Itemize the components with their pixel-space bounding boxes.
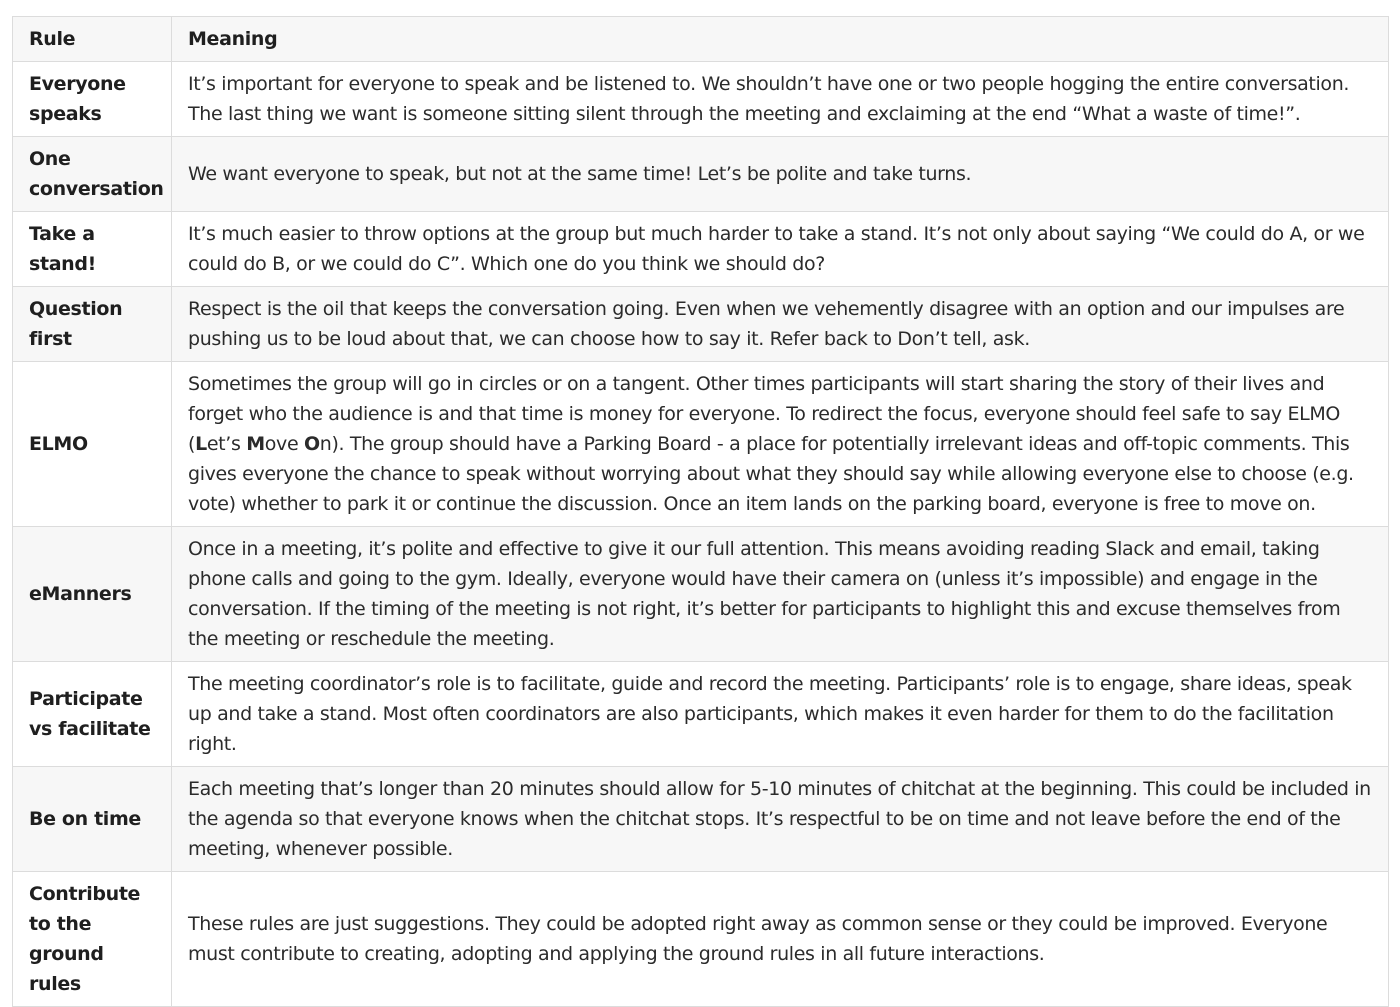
table-row [13,872,1389,1007]
meaning-cell: It’s important for everyone to speak and be listened to. We shouldn’t have one or two people hogging the entire conversation. The last thing we want is someone sitting silent through the meeting and exclaiming at the end “What a waste of time!”. [172,62,1389,137]
table-row [13,137,1389,212]
meaning-text: et’s [206,433,247,455]
meaning-cell: The meeting coordinator’s role is to facilitate, guide and record the meeting. Participants’ role is to engage, share ideas, speak up and take a stand. Most often coordinators are also participants, which makes it even harder for them to do the facilitation right. [172,662,1389,767]
rule-cell: Be on time [13,767,172,872]
rule-cell: Question first [13,287,172,362]
meaning-cell: Once in a meeting, it’s polite and effective to give it our full attention. This means avoiding reading Slack and email, taking phone calls and going to the gym. Ideally, everyone would have their camera on (unless it’s impossible) and engage in the conversation. If the timing of the meeting is not right, it’s better for participants to highlight this and excuse themselves from the meeting or reschedule the meeting. [172,527,1389,662]
meaning-text: ove [264,433,304,455]
rule-cell: eManners [13,527,172,662]
rule-cell: Contribute to the ground rules [13,872,172,1007]
rule-cell: Everyone speaks [13,62,172,137]
rule-cell: Participate vs facilitate [13,662,172,767]
acronym-letter-o: O [303,433,320,455]
meaning-text: Sometimes the group will go in circles or on a tangent. Other times participants will start sharing the story of their lives and forget who the audience is and that time is money for everyone. To redirect the focus, everyone should feel safe to say ELMO ( [188,373,1341,455]
meaning-cell [172,362,1389,527]
meaning-cell: These rules are just suggestions. They could be adopted right away as common sense or they could be improved. Everyone must contribute to creating, adopting and applying the ground rules in all future interactions. [172,872,1389,1007]
table-row [13,767,1389,872]
table-row [13,287,1389,362]
rule-cell: ELMO [13,362,172,527]
table-row [13,662,1389,767]
meaning-cell: It’s much easier to throw options at the group but much harder to take a stand. It’s not only about saying “We could do A, or we could do B, or we could do C”. Which one do you think we should do? [172,212,1389,287]
table-row [13,527,1389,662]
meaning-text: n). The group should have a Parking Board - a place for potentially irrelevant ideas and off-topic comments. This gives everyone the chance to speak without worrying about what they should say while allowing everyone else to choose (e.g. vote) whether to park it or continue the discussion. Once an item lands on the parking board, everyone is free to move on. [188,433,1354,515]
rule-cell: One conversation [13,137,172,212]
column-header-meaning: Meaning [172,17,1389,62]
meaning-cell: Respect is the oil that keeps the conversation going. Even when we vehemently disagree with an option and our impulses are pushing us to be loud about that, we can choose how to say it. Refer back to Don’t tell, ask. [172,287,1389,362]
acronym-letter-l: L [195,433,207,455]
acronym-letter-m: M [246,433,265,455]
table-row [13,62,1389,137]
table-row [13,362,1389,527]
ground-rules-table [12,16,1389,1007]
rule-cell: Take a stand! [13,212,172,287]
table-header-row [13,17,1389,62]
table-row [13,212,1389,287]
meaning-cell: Each meeting that’s longer than 20 minutes should allow for 5-10 minutes of chitchat at the beginning. This could be included in the agenda so that everyone knows when the chitchat stops. It’s respectful to be on time and not leave before the end of the meeting, whenever possible. [172,767,1389,872]
meaning-cell: We want everyone to speak, but not at the same time! Let’s be polite and take turns. [172,137,1389,212]
column-header-rule: Rule [13,17,172,62]
